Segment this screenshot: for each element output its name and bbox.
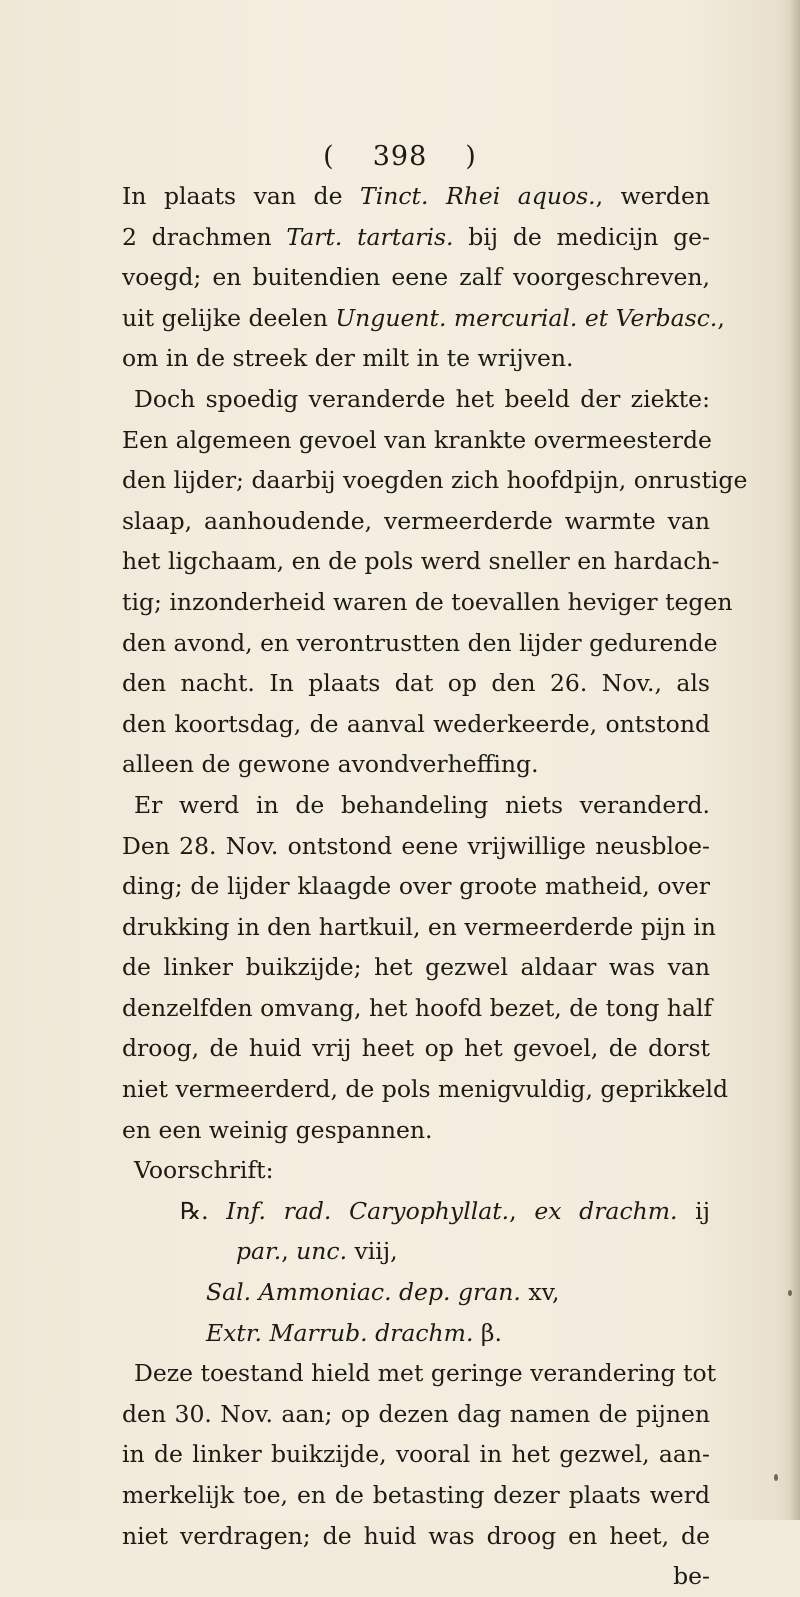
text-line: [122, 460, 748, 501]
italic-run: unc.: [296, 1237, 348, 1266]
prescription-line: [122, 1313, 710, 1354]
ink-speck: [788, 1290, 792, 1296]
text-run: den nacht. In plaats dat op den 26. Nov., als: [122, 669, 710, 698]
text-line: [122, 420, 710, 461]
text-run: 2 drachmen: [122, 222, 287, 251]
text-line: [122, 907, 716, 948]
text-run: In plaats van de: [122, 182, 361, 210]
text-line: [122, 1394, 710, 1435]
text-run: Doch spoedig veranderde het beeld der ziekte:: [134, 384, 710, 413]
text-line: [122, 1028, 710, 1069]
text-line: [122, 1353, 717, 1394]
text-line: [122, 1069, 729, 1110]
body-text: [122, 176, 748, 1597]
ink-speck: [774, 1474, 778, 1481]
text-line: [122, 785, 710, 826]
text-line: [122, 866, 710, 907]
text-run: en een weinig gespannen.: [122, 1115, 433, 1144]
text-line: [122, 988, 713, 1029]
text-run: niet vermeerderd, de pols menigvuldig, geprikkeld: [122, 1075, 729, 1104]
text-run: denzelfden omvang, het hoofd bezet, de tong half: [122, 993, 713, 1022]
italic-run: Unguent. mercurial. et Verbasc.: [335, 303, 718, 332]
text-line: [122, 541, 720, 582]
text-run: ,: [717, 303, 725, 332]
text-line: [122, 379, 710, 420]
italic-run: ex drachm.: [534, 1196, 678, 1225]
prescription-line: [122, 1231, 710, 1272]
italic-run: Tart. tartaris.: [286, 222, 454, 251]
italic-run: Sal. Ammoniac. dep. gran.: [206, 1278, 521, 1307]
text-run: uit gelijke deelen: [122, 303, 336, 332]
text-run: Een algemeen gevoel van krankte overmeesterde: [122, 425, 712, 454]
text-run: xv,: [520, 1278, 560, 1307]
text-line: [122, 744, 710, 785]
italic-run: Tinct. Rhei aquos.: [360, 182, 596, 210]
open-paren: (: [323, 141, 335, 172]
text-run: Er werd in de behandeling niets veranderd.: [134, 790, 710, 819]
text-line: [122, 1516, 710, 1557]
text-run: in de linker buikzijde, vooral in het gezwel, aan-: [122, 1440, 710, 1469]
text-run: merkelijk toe, en de betasting dezer plaats werd: [122, 1481, 710, 1509]
text-line: [122, 663, 710, 704]
text-run: Voorschrift:: [134, 1156, 274, 1185]
text-run: om in de streek der milt in te wrijven.: [122, 344, 574, 373]
text-line: [122, 623, 718, 664]
text-line: [122, 1110, 710, 1151]
text-line: [122, 298, 725, 339]
text-run: den 30. Nov. aan; op dezen dag namen de pijnen: [122, 1399, 710, 1428]
italic-run: par.: [236, 1237, 282, 1266]
catchword: [122, 1556, 710, 1597]
text-run: het ligchaam, en de pols werd sneller en hardach-: [122, 547, 720, 576]
text-run: ℞.: [180, 1196, 227, 1225]
close-paren: ): [465, 141, 477, 172]
text-line: [122, 501, 710, 542]
text-run: droog, de huid vrij heet op het gevoel, de dorst: [122, 1034, 710, 1063]
text-run: ding; de lijder klaagde over groote matheid, over: [122, 872, 710, 901]
text-line: [122, 582, 733, 623]
text-line: [122, 1475, 710, 1516]
text-line: [122, 257, 710, 298]
text-line: [122, 1434, 710, 1475]
text-run: , werden: [595, 182, 710, 210]
text-run: bij de medicijn ge-: [453, 222, 710, 251]
italic-run: Inf. rad. Caryophyllat.: [226, 1196, 510, 1225]
text-line: [122, 1150, 710, 1191]
text-line: [122, 217, 710, 258]
text-run: de linker buikzijde; het gezwel aldaar was van: [122, 953, 710, 982]
text-line: [122, 338, 710, 379]
text-run: β.: [473, 1318, 502, 1347]
page-header: [0, 140, 800, 174]
text-run: ,: [509, 1196, 535, 1225]
text-run: den lijder; daarbij voegden zich hoofdpijn, onrustige: [122, 466, 748, 495]
text-run: alleen de gewone avondverheffing.: [122, 750, 539, 779]
text-line: [122, 176, 710, 217]
page-number: 398: [372, 141, 428, 172]
prescription-line: [122, 1191, 710, 1232]
text-line: [122, 704, 710, 745]
text-run: ,: [281, 1237, 297, 1266]
text-run: viij,: [347, 1237, 398, 1266]
text-line: [122, 947, 710, 988]
text-run: Deze toestand hield met geringe verandering tot: [134, 1359, 717, 1388]
prescription-line: [122, 1272, 710, 1313]
text-run: drukking in den hartkuil, en vermeerderde pijn in: [122, 912, 716, 941]
text-run: be-: [673, 1562, 710, 1591]
text-run: Den 28. Nov. ontstond eene vrijwillige neusbloe-: [122, 831, 710, 860]
italic-run: Extr. Marrub. drachm.: [206, 1318, 474, 1347]
text-run: ij: [677, 1196, 710, 1225]
text-run: niet verdragen; de huid was droog en heet, de: [122, 1521, 710, 1550]
text-run: den avond, en verontrustten den lijder gedurende: [122, 628, 718, 657]
text-run: den koortsdag, de aanval wederkeerde, ontstond: [122, 709, 710, 738]
text-run: slaap, aanhoudende, vermeerderde warmte van: [122, 506, 710, 535]
text-line: [122, 826, 710, 867]
text-run: voegd; en buitendien eene zalf voorgeschreven,: [122, 263, 710, 292]
text-run: tig; inzonderheid waren de toevallen heviger tegen: [122, 587, 733, 616]
